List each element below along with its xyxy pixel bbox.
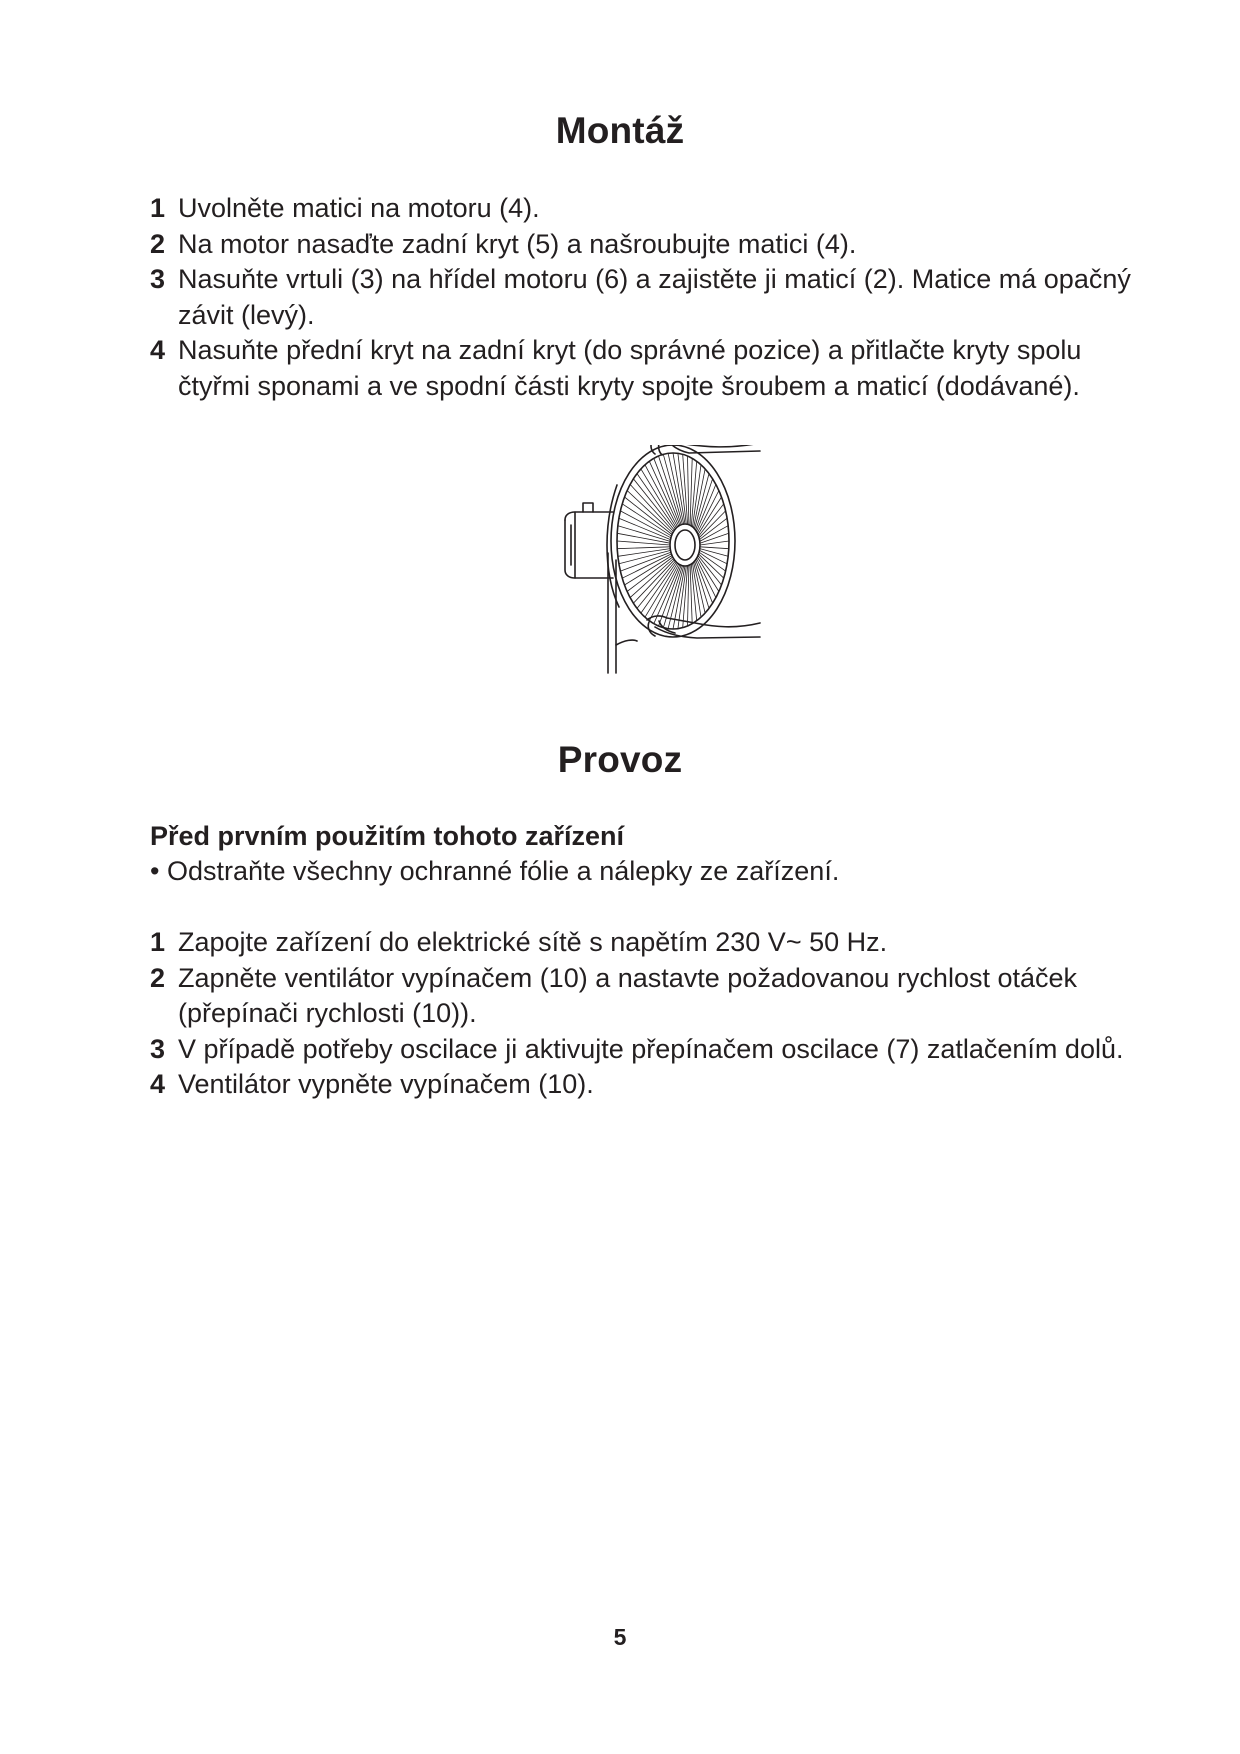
fan-guard-wire	[630, 559, 673, 598]
step-text: Zapněte ventilátor vypínačem (10) a nastavte požadovanou rychlost otáček (přepínači rychlosti (10)).	[178, 962, 1078, 1028]
provoz-bullet-item: • Odstraňte všechny ochranné fólie a nálepky ze zařízení.	[150, 856, 840, 886]
step-number: 4	[150, 1069, 166, 1099]
step-text: Zapojte zařízení do elektrické sítě s napětím 230 V~ 50 Hz.	[178, 927, 888, 957]
fan-guard-wire	[688, 456, 689, 525]
montaz-step-3	[150, 262, 1150, 333]
step-number: 2	[150, 228, 166, 259]
step-number: 2	[150, 962, 166, 993]
step-text: Ventilátor vypněte vypínačem (10).	[178, 1069, 594, 1099]
fan-guard-wire	[700, 547, 729, 549]
fan-guard-wire	[641, 562, 677, 613]
step-text: Nasuňte vrtuli (3) na hřídel motoru (6) a zajistěte ji maticí (2). Matice má opačný závit (levý).	[178, 264, 1131, 330]
fan-guard-wire	[617, 547, 670, 549]
step-text: V případě potřeby oscilace ji aktivujte přepínačem oscilace (7) zatlačením dolů.	[178, 1033, 1124, 1064]
step-text: Na motor nasaďte zadní kryt (5) a našroubujte matici (4).	[178, 228, 857, 259]
fan-guard-wire	[641, 469, 677, 528]
step-number: 3	[150, 1033, 166, 1064]
provoz-step-2	[150, 961, 1150, 1032]
provoz-steps-list	[150, 925, 1150, 1103]
provoz-step-1	[150, 925, 1150, 961]
provoz-step-4	[150, 1067, 1150, 1103]
step-number: 1	[150, 193, 166, 223]
fan-assembly-illustration	[555, 445, 765, 675]
fan-guard-wire	[688, 565, 689, 626]
fan-guard-wire	[695, 561, 709, 608]
page-number: 5	[613, 1624, 627, 1650]
fan-guard-wire	[697, 484, 716, 531]
provoz-heading: Provoz	[557, 739, 683, 780]
fan-guard-wire	[619, 518, 671, 539]
step-text: Uvolněte matici na motoru (4).	[178, 193, 540, 223]
step-number: 1	[150, 927, 166, 957]
provoz-subheading: Před prvním použitím tohoto zařízení	[150, 821, 625, 851]
step-number: 4	[150, 335, 166, 365]
montaz-step-1	[150, 191, 1150, 227]
fan-guard-wire	[637, 474, 675, 529]
fan-guard-wire	[627, 557, 673, 592]
montaz-step-2	[150, 227, 1150, 263]
fan-guard-wire	[697, 557, 719, 592]
montaz-steps-list	[150, 191, 1150, 404]
provoz-step-3	[150, 1032, 1150, 1068]
montaz-step-4	[150, 333, 1150, 404]
step-text: Nasuňte přední kryt na zadní kryt (do správné pozice) a přitlačte kryty spolu čtyřmi sponami a ve spodní části kryty spojte šroubem a maticí (dodávané).	[178, 335, 1082, 401]
step-number: 3	[150, 264, 166, 294]
montaz-heading: Montáž	[555, 110, 685, 151]
fan-guard-wire	[699, 554, 724, 578]
